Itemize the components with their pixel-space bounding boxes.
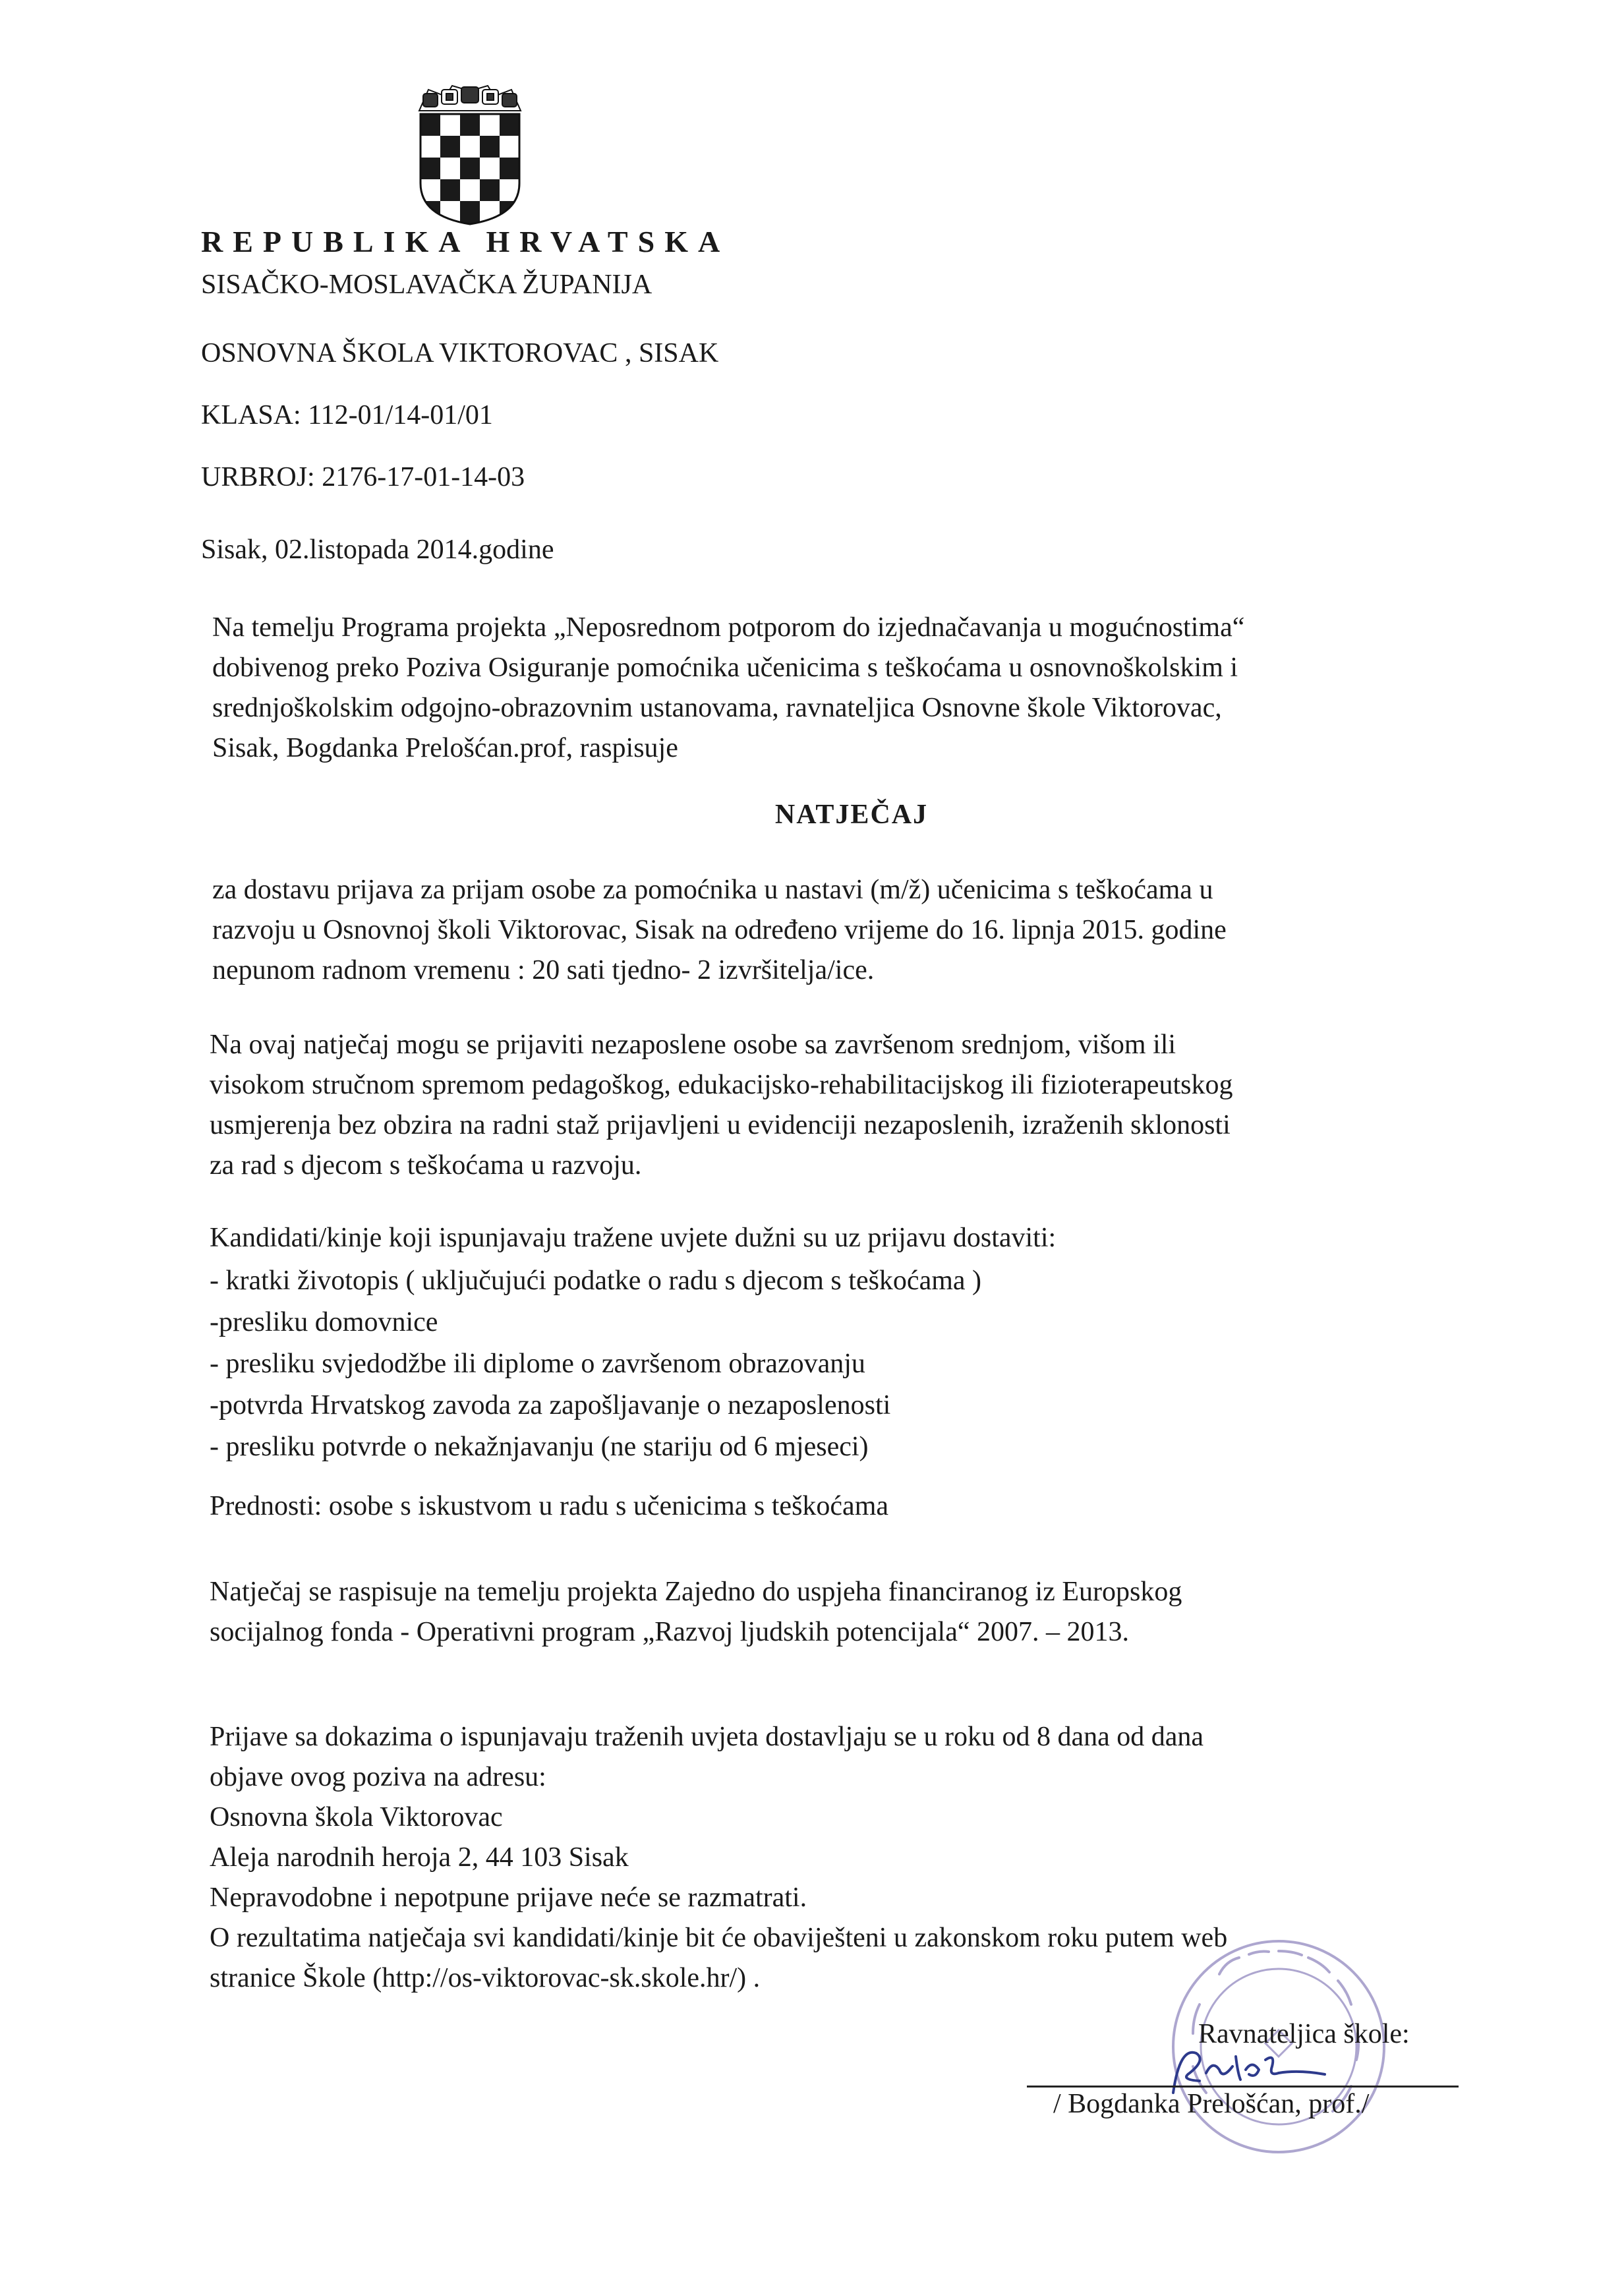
submission-line: Prijave sa dokazima o ispunjavaju traženih uvjeta dostavljaju se u roku od 8 dana od dana: [210, 1722, 1204, 1752]
klasa-reference: KLASA: 112-01/14-01/01: [201, 400, 493, 430]
funding-paragraph: [210, 1572, 1182, 1652]
submission-line: O rezultatima natječaja svi kandidati/kinje bit će obaviješteni u zakonskom roku putem web: [210, 1923, 1228, 1953]
submission-address-school: Osnovna škola Viktorovac: [210, 1802, 503, 1832]
intro-line: Na temelju Programa projekta „Neposrednom potporom do izjednačavanja u mogućnostima“: [212, 612, 1245, 643]
submission-line: stranice Škole (http://os-viktorovac-sk.skole.hr/) .: [210, 1963, 761, 1993]
intro-line: dobivenog preko Poziva Osiguranje pomoćnika učenicima s teškoćama u osnovnoškolskim i: [212, 653, 1238, 683]
funding-line: Natječaj se raspisuje na temelju projekta Zajedno do uspjeha financiranog iz Europskog: [210, 1577, 1182, 1607]
list-item: -presliku domovnice: [210, 1307, 438, 1337]
list-item: - presliku svjedodžbe ili diplome o završenom obrazovanju: [210, 1349, 865, 1379]
document-date: Sisak, 02.listopada 2014.godine: [201, 535, 554, 565]
submission-line: objave ovog poziva na adresu:: [210, 1762, 546, 1792]
school-name: OSNOVNA ŠKOLA VIKTOROVAC , SISAK: [201, 338, 719, 368]
required-documents-list: [210, 1260, 981, 1468]
funding-line: socijalnog fonda - Operativni program „Razvoj ljudskih potencijala“ 2007. – 2013.: [210, 1617, 1129, 1647]
country-heading: REPUBLIKA HRVATSKA: [201, 225, 730, 258]
eligibility-line: visokom stručnom spremom pedagoškog, edukacijsko-rehabilitacijskog ili fizioterapeutskog: [210, 1070, 1233, 1100]
intro-line: srednjoškolskim odgojno-obrazovnim ustanovama, ravnateljica Osnovne škole Viktorovac,: [212, 693, 1222, 723]
signatory-role: Ravnateljica škole:: [1198, 2019, 1410, 2049]
list-item: - presliku potvrde o nekažnjavanju (ne stariju od 6 mjeseci): [210, 1432, 869, 1462]
eligibility-line: Na ovaj natječaj mogu se prijaviti nezaposlene osobe sa završenom srednjom, višom ili: [210, 1030, 1176, 1060]
subject-line: nepunom radnom vremenu : 20 sati tjedno- 2 izvršitelja/ice.: [212, 955, 875, 985]
subject-line: razvoju u Osnovnoj školi Viktorovac, Sisak na određeno vrijeme do 16. lipnja 2015. godine: [212, 915, 1227, 945]
subject-paragraph: [212, 870, 1227, 991]
urbroj-reference: URBROJ: 2176-17-01-14-03: [201, 462, 525, 492]
signatory-name: / Bogdanka Prelošćan, prof./: [1053, 2089, 1370, 2119]
list-item: - kratki životopis ( uključujući podatke o radu s djecom s teškoćama ): [210, 1266, 982, 1296]
eligibility-line: usmjerenja bez obzira na radni staž prijavljeni u evidenciji nezaposlenih, izraženih sklonosti: [210, 1110, 1231, 1140]
county-name: SISAČKO-MOSLAVAČKA ŽUPANIJA: [201, 270, 652, 300]
list-item: -potvrda Hrvatskog zavoda za zapošljavanje o nezaposlenosti: [210, 1390, 891, 1420]
submission-paragraph: [210, 1717, 1227, 1999]
subject-line: za dostavu prijava za prijam osobe za pomoćnika u nastavi (m/ž) učenicima s teškoćama u: [212, 875, 1213, 905]
natjecaj-title: NATJEČAJ: [774, 800, 929, 830]
coat-of-arms-icon: [414, 84, 526, 226]
intro-paragraph: [212, 608, 1461, 769]
submission-address-street: Aleja narodnih heroja 2, 44 103 Sisak: [210, 1842, 629, 1873]
advantages-text: Prednosti: osobe s iskustvom u radu s učenicima s teškoćama: [210, 1491, 889, 1521]
eligibility-line: za rad s djecom s teškoćama u razvoju.: [210, 1150, 642, 1181]
intro-line: Sisak, Bogdanka Prelošćan.prof, raspisuje: [212, 733, 678, 763]
eligibility-paragraph: [210, 1025, 1233, 1186]
documents-intro: Kandidati/kinje koji ispunjavaju tražene uvjete dužni su uz prijavu dostaviti:: [210, 1223, 1057, 1253]
submission-line: Nepravodobne i nepotpune prijave neće se razmatrati.: [210, 1883, 807, 1913]
signature-line: [1027, 2086, 1459, 2088]
